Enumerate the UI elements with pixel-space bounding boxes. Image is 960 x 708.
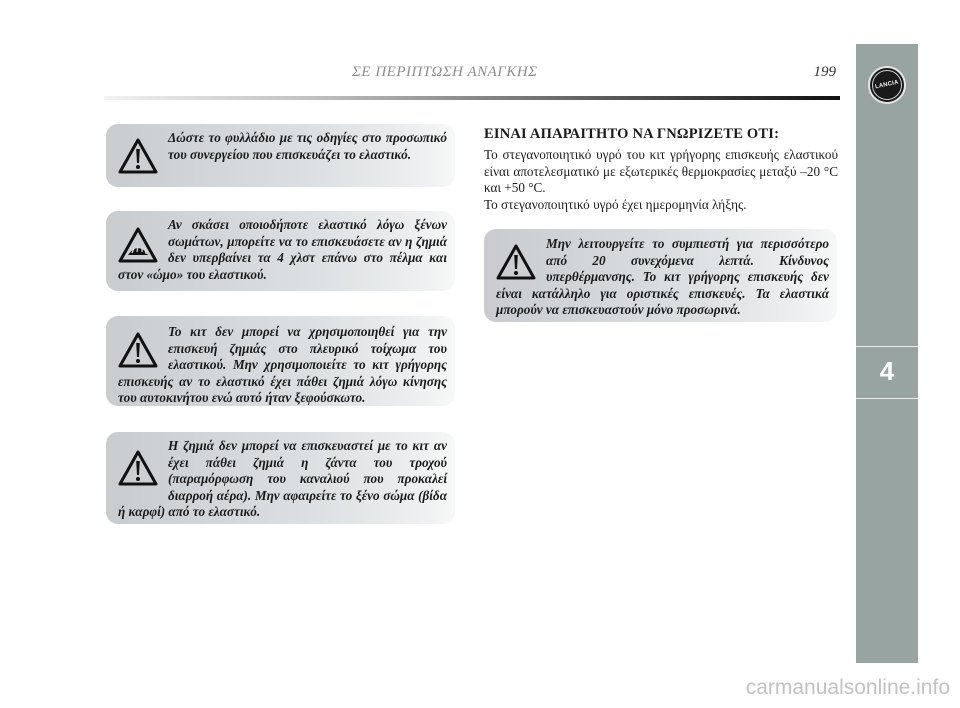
warning-text: Η ζημιά δεν μπορεί να επισκευαστεί με το κιτ αν έχει πάθει ζημιά η ζάντα του τροχού (παραμόρφωση του καναλιού που προκαλεί διαρροή αέρα). Μην αφαιρείτε το ξένο σώμα (βίδα ή καρφί) από το ελαστικό.: [118, 438, 447, 520]
section-paragraph: Το στεγανοποιητικό υγρό έχει ημερομηνία λήξης.: [484, 196, 747, 212]
warning-box-rim-damage: [106, 432, 455, 524]
warning-triangle-icon: [496, 244, 536, 280]
section-title: ΕΙΝΑΙ ΑΠΑΡΑΙΤΗΤΟ ΝΑ ΓΝΩΡΙΖΕΤΕ ΟΤΙ:: [484, 126, 780, 142]
warning-box-sidewall: [106, 316, 455, 406]
warning-triangle-icon: [118, 450, 158, 486]
watermark: carmanualsonline.info: [745, 676, 950, 699]
chapter-number: 4: [879, 356, 895, 386]
lancia-logo: [868, 66, 906, 104]
section-body: [484, 147, 838, 213]
tab-divider: [856, 346, 918, 347]
tire-tread-warning-icon: [118, 227, 158, 263]
warning-triangle-icon: [118, 332, 158, 368]
warning-triangle-icon: [118, 138, 158, 174]
warning-text: Δώστε το φυλλάδιο με τις οδηγίες στο προσωπικό του συνεργείου που επισκευάζει το ελαστικό.: [168, 130, 447, 162]
header-rule: [104, 96, 840, 100]
warning-text: Το κιτ δεν μπορεί να χρησιμοποιηθεί για την επισκευή ζημιάς στο πλευρικό τοίχωμα του ελαστικού. Μην χρησιμοποιείτε το κιτ γρήγορης επισκευής αν το ελαστικό έχει πάθει ζημιά λόγω κίνησης του αυτοκινήτου ενώ αυτό ήταν ξεφούσκωτο.: [118, 324, 447, 406]
running-head: ΣΕ ΠΕΡΙΠΤΩΣΗ ΑΝΑΓΚΗΣ: [352, 64, 538, 80]
logo-shield: [872, 70, 902, 100]
page-number: 199: [813, 64, 836, 80]
logo-text: LANCIA: [874, 79, 900, 91]
section-paragraph: Το στεγανοποιητικό υγρό του κιτ γρήγορης επισκευής ελαστικού είναι αποτελεσματικό με εξωτερικές θερμοκρασίες μεταξύ –20 °C και +50 °C.: [484, 147, 838, 195]
warning-text: Αν σκάσει οποιοδήποτε ελαστικό λόγω ξένων σωμάτων, μπορείτε να το επισκευάσετε αν η ζημιά δεν υπερβαίνει τα 4 χλστ επάνω στο πέλμα και στον «ώμο» του ελαστικού.: [118, 217, 447, 282]
warning-box-compressor: [484, 229, 837, 322]
chapter-side-tab: [856, 44, 918, 663]
warning-box-repair-limit: [106, 211, 455, 291]
warning-text: Μην λειτουργείτε το συμπιεστή για περισσότερο από 20 συνεχόμενα λεπτά. Κίνδυνος υπερθέρμανσης. Το κιτ γρήγορης επισκευής δεν είναι κατάλληλο για οριστικές επισκευές. Τα ελαστικά μπορούν να επισκευαστούν μόνο προσωρινά.: [496, 236, 829, 318]
tab-divider: [856, 398, 918, 399]
warning-box-manual: [106, 124, 455, 187]
